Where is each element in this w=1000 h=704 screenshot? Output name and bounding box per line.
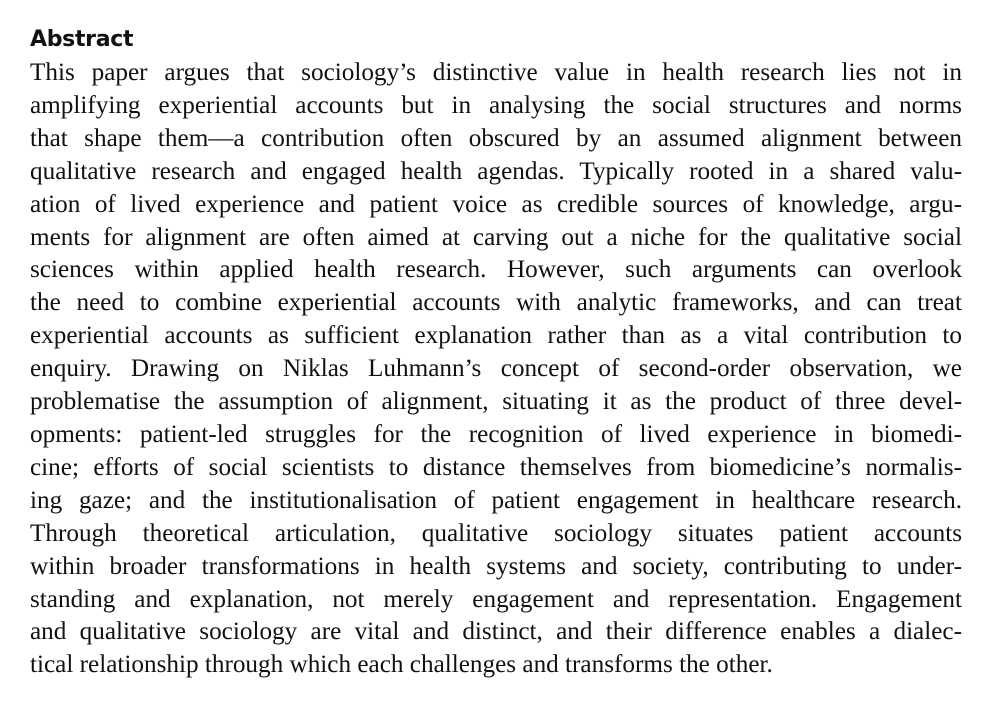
- abstract-body: [30, 57, 962, 682]
- abstract-line: This paper argues that sociology’s distinctive value in health research lies not in: [30, 59, 962, 86]
- abstract-line: within broader transformations in health systems and society, contributing to under-: [30, 552, 962, 580]
- abstract-line: opments: patient-led struggles for the recognition of lived experience in biomedi-: [30, 420, 962, 448]
- abstract-heading: Abstract: [30, 27, 134, 52]
- abstract-line: enquiry. Drawing on Niklas Luhmann’s concept of second-order observation, we: [30, 355, 962, 383]
- abstract-line: cine; efforts of social scientists to distance themselves from biomedicine’s normalis-: [30, 453, 962, 481]
- abstract-line: Through theoretical articulation, qualitative sociology situates patient accounts: [30, 519, 962, 547]
- abstract-line: ments for alignment are often aimed at carving out a niche for the qualitative social: [30, 223, 962, 251]
- abstract-line: experiential accounts as sufficient explanation rather than as a vital contribution to: [30, 322, 962, 350]
- abstract-line: qualitative research and engaged health agendas. Typically rooted in a shared valu-: [30, 157, 962, 185]
- abstract-line: that shape them—a contribution often obscured by an assumed alignment between: [30, 124, 962, 152]
- abstract-line: amplifying experiential accounts but in analysing the social structures and norms: [30, 91, 962, 119]
- abstract-line: ation of lived experience and patient voice as credible sources of knowledge, argu-: [30, 190, 962, 218]
- abstract-line: tical relationship through which each challenges and transforms the other.: [30, 651, 773, 679]
- abstract-line: ing gaze; and the institutionalisation of patient engagement in healthcare research.: [30, 486, 962, 514]
- abstract-section: [30, 24, 962, 682]
- abstract-line: standing and explanation, not merely engagement and representation. Engagement: [30, 585, 962, 613]
- abstract-line: sciences within applied health research. However, such arguments can overlook: [30, 256, 962, 284]
- abstract-line: problematise the assumption of alignment, situating it as the product of three devel-: [30, 388, 962, 416]
- abstract-line: and qualitative sociology are vital and distinct, and their difference enables a dialec-: [30, 618, 962, 646]
- abstract-line: the need to combine experiential accounts with analytic frameworks, and can treat: [30, 289, 962, 317]
